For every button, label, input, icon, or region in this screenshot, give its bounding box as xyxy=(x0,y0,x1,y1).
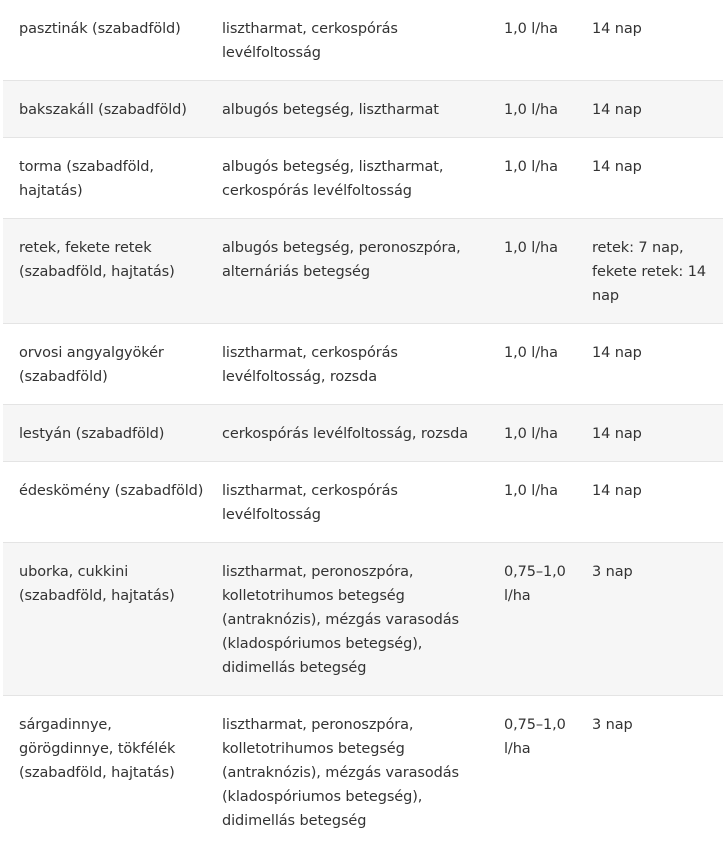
waiting-period-cell: 3 nap xyxy=(592,564,633,580)
dose-cell: 1,0 l/ha xyxy=(504,102,558,118)
waiting-period-cell: 3 nap xyxy=(592,717,633,733)
waiting-period-cell: 14 nap xyxy=(592,159,642,175)
product-usage-table xyxy=(3,0,723,843)
disease-cell: lisztharmat, cerkospórás levélfoltosság xyxy=(222,21,398,61)
disease-cell: lisztharmat, cerkospórás levélfoltosság, rozsda xyxy=(222,345,398,385)
disease-cell: albugós betegség, lisztharmat, cerkospórás levélfoltosság xyxy=(222,159,444,199)
table-row xyxy=(3,405,723,462)
crop-cell: retek, fekete retek (szabadföld, hajtatás) xyxy=(19,240,175,280)
dose-cell: 0,75–1,0 l/ha xyxy=(504,717,566,757)
waiting-period-cell: retek: 7 nap, fekete retek: 14 nap xyxy=(592,240,706,304)
waiting-period-cell: 14 nap xyxy=(592,483,642,499)
waiting-period-cell: 14 nap xyxy=(592,102,642,118)
disease-cell: lisztharmat, cerkospórás levélfoltosság xyxy=(222,483,398,523)
table-row xyxy=(3,543,723,696)
table-row xyxy=(3,696,723,843)
table-row xyxy=(3,81,723,138)
waiting-period-cell: 14 nap xyxy=(592,345,642,361)
waiting-period-cell: 14 nap xyxy=(592,21,642,37)
crop-cell: sárgadinnye, görögdinnye, tökfélék (szabadföld, hajtatás) xyxy=(19,717,176,781)
disease-cell: lisztharmat, peronoszpóra, kolletotrihumos betegség (antraknózis), mézgás varasodás (kladospóriumos betegség), didimellás betegség xyxy=(222,564,459,676)
crop-cell: pasztinák (szabadföld) xyxy=(19,21,181,37)
disease-cell: cerkospórás levélfoltosság, rozsda xyxy=(222,426,469,442)
table-row xyxy=(3,219,723,324)
table-row xyxy=(3,324,723,405)
dose-cell: 1,0 l/ha xyxy=(504,345,558,361)
crop-cell: torma (szabadföld, hajtatás) xyxy=(19,159,154,199)
disease-cell: lisztharmat, peronoszpóra, kolletotrihumos betegség (antraknózis), mézgás varasodás (kladospóriumos betegség), didimellás betegség xyxy=(222,717,459,829)
dose-cell: 1,0 l/ha xyxy=(504,159,558,175)
crop-cell: bakszakáll (szabadföld) xyxy=(19,102,187,118)
dose-cell: 1,0 l/ha xyxy=(504,483,558,499)
dose-cell: 1,0 l/ha xyxy=(504,21,558,37)
waiting-period-cell: 14 nap xyxy=(592,426,642,442)
crop-cell: édeskömény (szabadföld) xyxy=(19,483,204,499)
table-row xyxy=(3,462,723,543)
crop-cell: lestyán (szabadföld) xyxy=(19,426,165,442)
crop-cell: orvosi angyalgyökér (szabadföld) xyxy=(19,345,164,385)
disease-cell: albugós betegség, peronoszpóra, alternáriás betegség xyxy=(222,240,461,280)
dose-cell: 1,0 l/ha xyxy=(504,426,558,442)
table-row xyxy=(3,0,723,81)
dose-cell: 1,0 l/ha xyxy=(504,240,558,256)
crop-cell: uborka, cukkini (szabadföld, hajtatás) xyxy=(19,564,175,604)
disease-cell: albugós betegség, lisztharmat xyxy=(222,102,439,118)
dose-cell: 0,75–1,0 l/ha xyxy=(504,564,566,604)
table-row xyxy=(3,138,723,219)
